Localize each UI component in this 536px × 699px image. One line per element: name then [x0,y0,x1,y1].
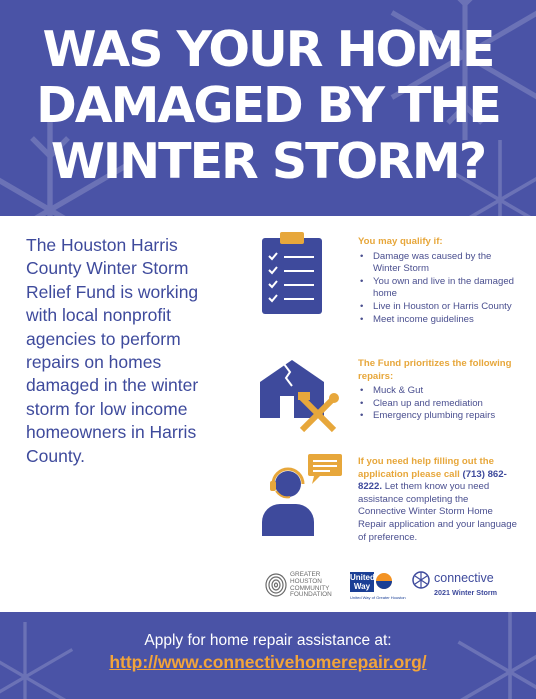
list-item: • Clean up and remediation [358,398,518,411]
list-item: • Meet income guidelines [358,314,518,327]
headline-line-3: WINTER STORM? [50,133,486,190]
connective-name: connective [434,571,494,585]
united-way-text: United Way [350,573,375,591]
headline-line-1: WAS YOUR HOME [42,21,494,78]
united-way-caption: United Way of Greater Houston [350,595,406,600]
list-item: • Damage was caused by the Winter Storm [358,251,518,276]
ghcf-logo [264,572,342,600]
page-headline [0,22,536,190]
connective-sub: 2021 Winter Storm [434,588,498,597]
qualify-list [358,251,518,327]
help-rest: Let them know you need assistance completing the Connective Winter Storm Home Repair application and your language of preference. [358,481,517,543]
list-item: • You own and live in the damaged home [358,276,518,301]
priorities-title: The Fund prioritizes the following repairs: [358,358,512,382]
help-section [358,456,518,544]
qualify-section [358,236,518,326]
list-item: • Emergency plumbing repairs [358,410,518,423]
priorities-section [358,358,518,423]
headline-line-2: DAMAGED BY THE [36,77,500,134]
connective-globe-icon [412,571,430,589]
damaged-house-tools-icon [260,360,342,436]
fingerprint-icon [264,572,288,598]
footer-banner [0,612,536,699]
intro-paragraph: The Houston Harris County Winter Storm Relief Fund is working with local nonprofit agencies to perform repairs on homes damaged in the winter storm for low income homeowners in Harris County. [26,235,199,466]
help-phone[interactable]: (713) 862-8222. [358,468,507,493]
apply-text: Apply for home repair assistance at: [144,632,392,649]
united-way-sun-icon [376,573,392,589]
help-lead: If you need help filling out the application please call [358,456,494,480]
connective-logo [412,571,512,603]
support-agent-headset-icon [262,454,344,536]
apply-link[interactable]: http://www.connectivehomerepair.org/ [109,652,427,672]
header-banner [0,0,536,216]
ghcf-text: GREATER HOUSTON COMMUNITY FOUNDATION [290,571,332,599]
list-item: • Live in Houston or Harris County [358,301,518,314]
partner-logos [264,570,514,604]
priorities-list [358,385,518,423]
united-way-logo [350,570,406,604]
clipboard-checklist-icon [262,232,322,314]
list-item: • Muck & Gut [358,385,518,398]
qualify-title: You may qualify if: [358,236,443,247]
